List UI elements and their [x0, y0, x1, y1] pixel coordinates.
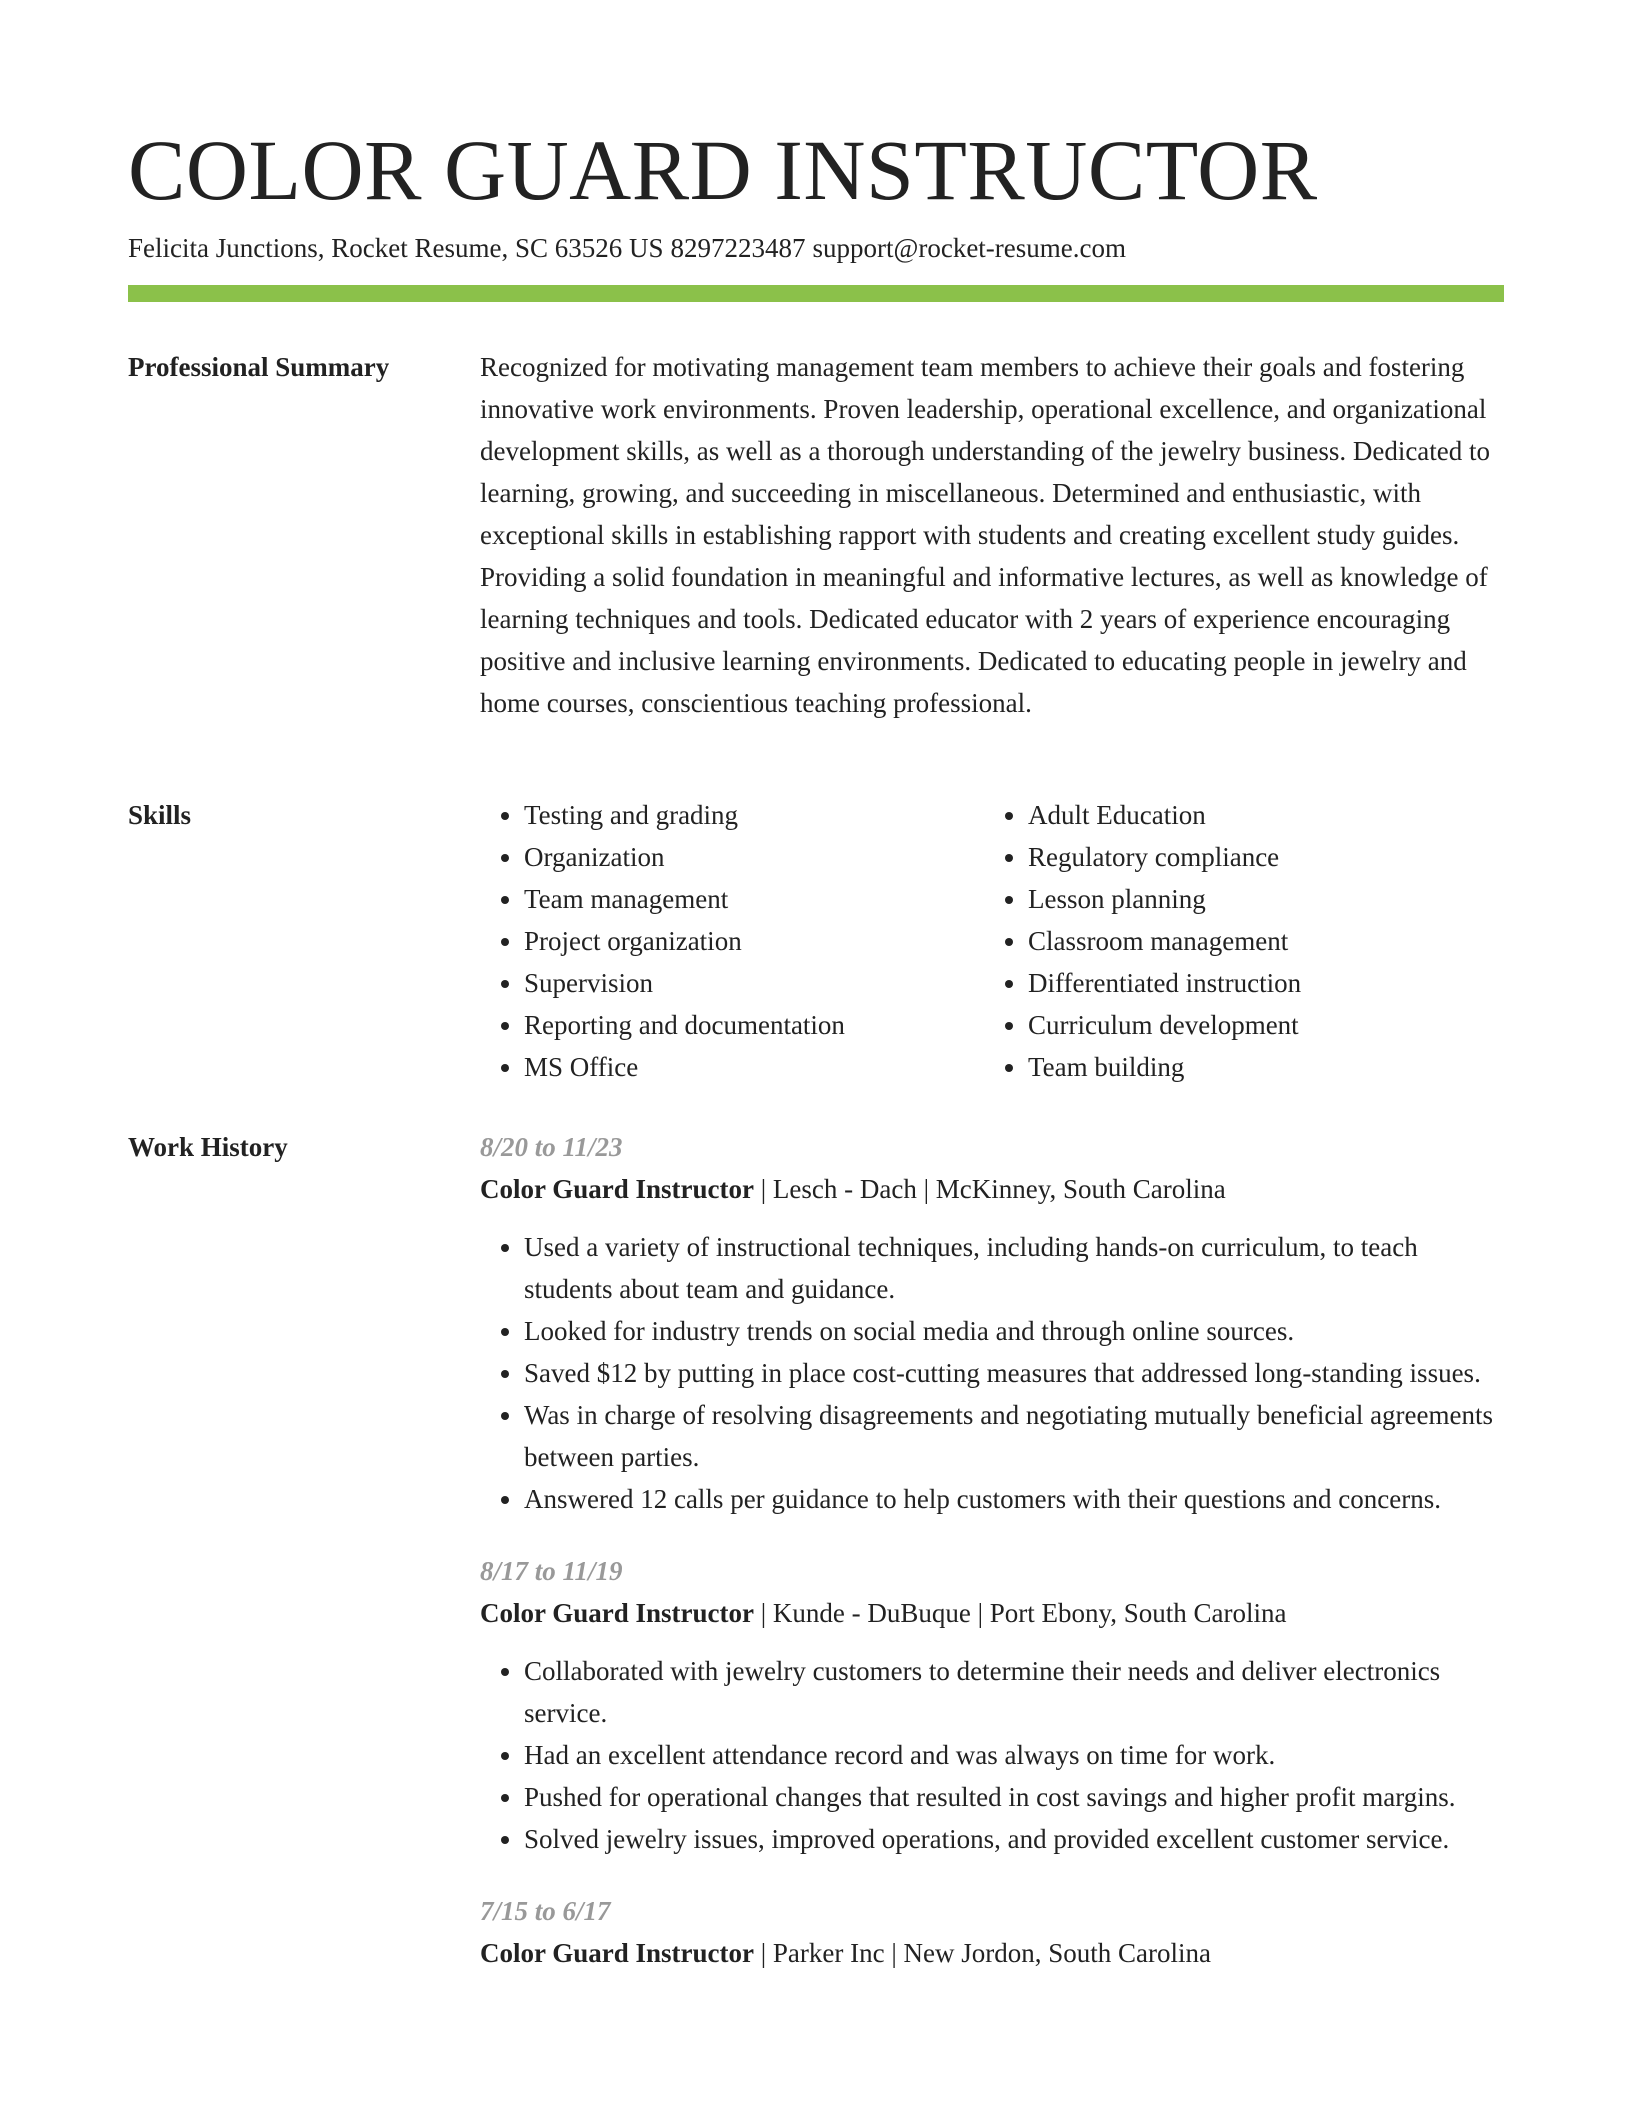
contact-line	[128, 230, 1126, 266]
job-bullets	[480, 1650, 1504, 1860]
skills-column-left	[480, 794, 984, 1088]
job-title: Color Guard Instructor	[480, 1938, 754, 1968]
skills-section	[128, 794, 1504, 1094]
job-bullet: • Looked for industry trends on social media and through online sources.	[524, 1310, 1504, 1352]
summary-heading: Professional Summary	[128, 352, 390, 382]
job-heading	[480, 1168, 1504, 1210]
job-entry	[480, 1126, 1504, 1520]
job-bullet: • Pushed for operational changes that resulted in cost savings and higher profit margins.	[524, 1776, 1504, 1818]
job-title: Color Guard Instructor	[480, 1174, 754, 1204]
skill-item: • Regulatory compliance	[1028, 836, 1488, 878]
job-bullet: • Had an excellent attendance record and was always on time for work.	[524, 1734, 1504, 1776]
job-company-location: | Kunde - DuBuque | Port Ebony, South Carolina	[754, 1598, 1287, 1628]
job-bullet: • Was in charge of resolving disagreements and negotiating mutually beneficial agreements between parties.	[524, 1394, 1504, 1478]
job-bullet: • Used a variety of instructional techniques, including hands-on curriculum, to teach students about team and guidance.	[524, 1226, 1504, 1310]
skill-item: • Curriculum development	[1028, 1004, 1488, 1046]
job-bullet: • Solved jewelry issues, improved operations, and provided excellent customer service.	[524, 1818, 1504, 1860]
job-heading	[480, 1592, 1504, 1634]
skill-item: • Classroom management	[1028, 920, 1488, 962]
job-entry	[480, 1550, 1504, 1860]
skill-item: • MS Office	[524, 1046, 984, 1088]
skill-item: • Team building	[1028, 1046, 1488, 1088]
contact-email: support@rocket-resume.com	[812, 233, 1127, 263]
job-company-location: | Parker Inc | New Jordon, South Carolina	[754, 1938, 1211, 1968]
skill-item: • Reporting and documentation	[524, 1004, 984, 1046]
job-dates: 8/17 to 11/19	[480, 1556, 623, 1586]
job-dates: 7/15 to 6/17	[480, 1896, 611, 1926]
summary-body	[480, 346, 1504, 724]
job-bullets	[480, 1226, 1504, 1520]
skill-item: • Testing and grading	[524, 794, 984, 836]
job-bullet: • Answered 12 calls per guidance to help customers with their questions and concerns.	[524, 1478, 1504, 1520]
skill-item: • Supervision	[524, 962, 984, 1004]
skills-body	[480, 794, 1504, 1088]
job-entry	[480, 1890, 1504, 1974]
skill-item: • Team management	[524, 878, 984, 920]
skill-item: • Project organization	[524, 920, 984, 962]
skills-heading: Skills	[128, 800, 192, 830]
job-company-location: | Lesch - Dach | McKinney, South Carolina	[754, 1174, 1226, 1204]
skill-item: • Organization	[524, 836, 984, 878]
summary-section	[128, 346, 1504, 766]
skill-item: • Differentiated instruction	[1028, 962, 1488, 1004]
contact-phone: 8297223487	[670, 233, 806, 263]
summary-text: Recognized for motivating management team members to achieve their goals and fostering innovative work environments. Proven leadership, operational excellence, and organizational development skills, as well as a thorough understanding of the jewelry business. Dedicated to learning, growing, and succeeding in miscellaneous. Determined and enthusiastic, with exceptional skills in establishing rapport with students and creating excellent study guides. Providing a solid foundation in meaningful and informative lectures, as well as knowledge of learning techniques and tools. Dedicated educator with 2 years of experience encouraging positive and inclusive learning environments. Dedicated to educating people in jewelry and home courses, conscientious teaching professional.	[480, 352, 1491, 718]
job-bullet: • Collaborated with jewelry customers to determine their needs and deliver electronics service.	[524, 1650, 1504, 1734]
skill-item: • Adult Education	[1028, 794, 1488, 836]
skills-list-right	[984, 794, 1488, 1088]
skills-column-right	[984, 794, 1488, 1088]
job-title: Color Guard Instructor	[480, 1598, 754, 1628]
work-history-heading: Work History	[128, 1132, 288, 1162]
work-history-body	[480, 1126, 1504, 1990]
resume-title: COLOR GUARD INSTRUCTOR	[128, 122, 1318, 218]
job-dates: 8/20 to 11/23	[480, 1132, 623, 1162]
accent-divider	[128, 285, 1504, 302]
contact-address: Felicita Junctions, Rocket Resume, SC 63526 US	[128, 233, 664, 263]
skills-list-left	[480, 794, 984, 1088]
job-bullet: • Saved $12 by putting in place cost-cutting measures that addressed long-standing issues.	[524, 1352, 1504, 1394]
skill-item: • Lesson planning	[1028, 878, 1488, 920]
job-heading	[480, 1932, 1504, 1974]
skills-columns	[480, 794, 1504, 1088]
